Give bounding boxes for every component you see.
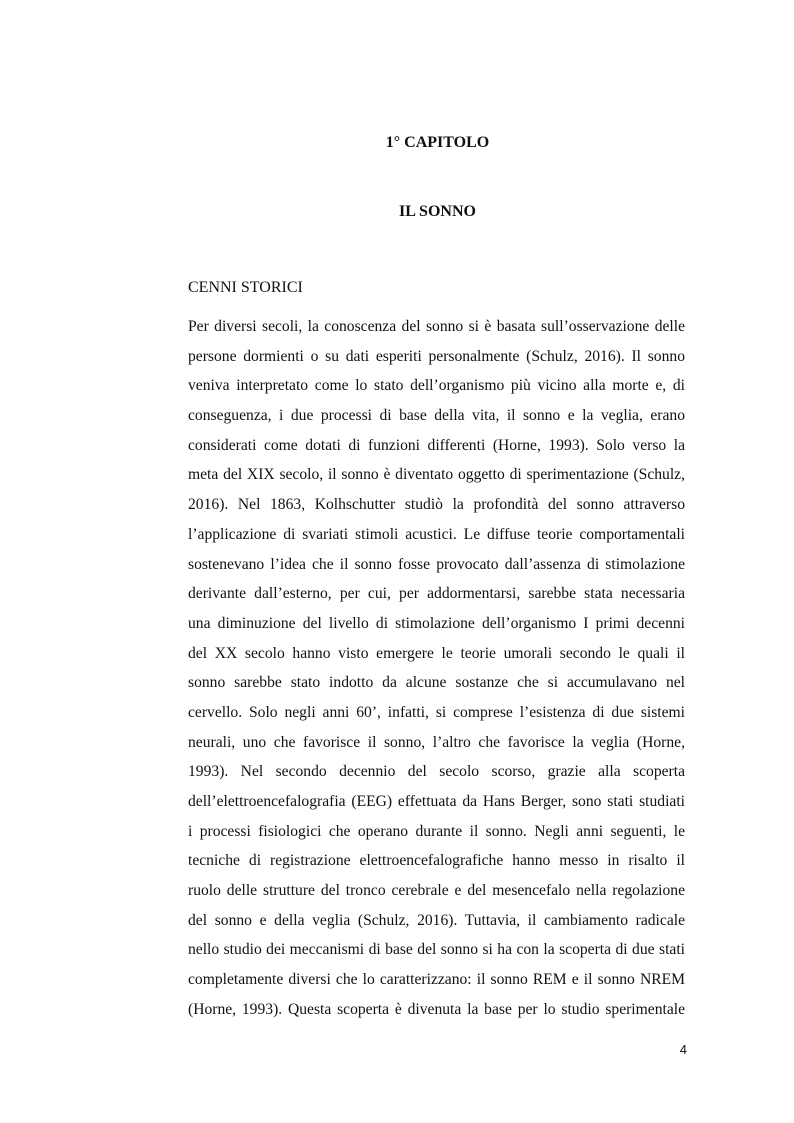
chapter-title: IL SONNO	[399, 203, 476, 220]
paragraph-line: l’applicazione di svariati stimoli acustici. Le diffuse teorie comportamentali	[188, 525, 685, 543]
paragraph-line: dell’elettroencefalografia (EEG) effettuata da Hans Berger, sono stati studiati	[188, 793, 685, 810]
paragraph-line: persone dormienti o su dati esperiti personalmente (Schulz, 2016). Il sonno	[188, 347, 685, 365]
body-paragraph	[188, 312, 685, 1025]
paragraph-line: del XX secolo hanno visto emergere le teorie umorali secondo le quali il	[188, 644, 685, 662]
paragraph-line: completamente diversi che lo caratterizzano: il sonno REM e il sonno NREM	[188, 971, 685, 989]
paragraph-line: sostenevano l’idea che il sonno fosse provocato dall’assenza di stimolazione	[188, 555, 685, 573]
paragraph-line: (Horne, 1993). Questa scoperta è divenuta la base per lo studio sperimentale	[188, 1000, 685, 1018]
section-heading: CENNI STORICI	[188, 279, 303, 296]
paragraph-line: nello studio dei meccanismi di base del sonno si ha con la scoperta di due stati	[188, 941, 685, 959]
paragraph-line: 2016). Nel 1863, Kolhschutter studiò la profondità del sonno attraverso	[188, 496, 685, 514]
paragraph-line: i processi fisiologici che operano durante il sonno. Negli anni seguenti, le	[188, 822, 685, 840]
paragraph-line: 1993). Nel secondo decennio del secolo scorso, grazie alla scoperta	[188, 763, 685, 781]
paragraph-line: veniva interpretato come lo stato dell’organismo più vicino alla morte e, di	[188, 377, 685, 395]
paragraph-line: considerati come dotati di funzioni differenti (Horne, 1993). Solo verso la	[188, 436, 685, 454]
page-number: 4	[679, 1042, 687, 1057]
paragraph-line: cervello. Solo negli anni 60’, infatti, si comprese l’esistenza di due sistemi	[188, 703, 685, 721]
paragraph-line: neurali, uno che favorisce il sonno, l’altro che favorisce la veglia (Horne,	[188, 733, 685, 751]
chapter-number: 1° CAPITOLO	[385, 134, 490, 151]
paragraph-line: meta del XIX secolo, il sonno è diventato oggetto di sperimentazione (Schulz,	[188, 466, 685, 484]
paragraph-line: conseguenza, i due processi di base della vita, il sonno e la veglia, erano	[188, 407, 685, 425]
paragraph-line: Per diversi secoli, la conoscenza del sonno si è basata sull’osservazione delle	[188, 318, 685, 335]
paragraph-line: del sonno e della veglia (Schulz, 2016). Tuttavia, il cambiamento radicale	[188, 911, 685, 929]
paragraph-line: una diminuzione del livello di stimolazione dell’organismo I primi decenni	[188, 614, 685, 632]
paragraph-line: sonno sarebbe stato indotto da alcune sostanze che si accumulavano nel	[188, 674, 685, 692]
paragraph-line: ruolo delle strutture del tronco cerebrale e del mesencefalo nella regolazione	[188, 882, 685, 900]
paragraph-line: derivante dall’esterno, per cui, per addormentarsi, sarebbe stata necessaria	[188, 585, 685, 603]
paragraph-line: tecniche di registrazione elettroencefalografiche hanno messo in risalto il	[188, 852, 685, 870]
